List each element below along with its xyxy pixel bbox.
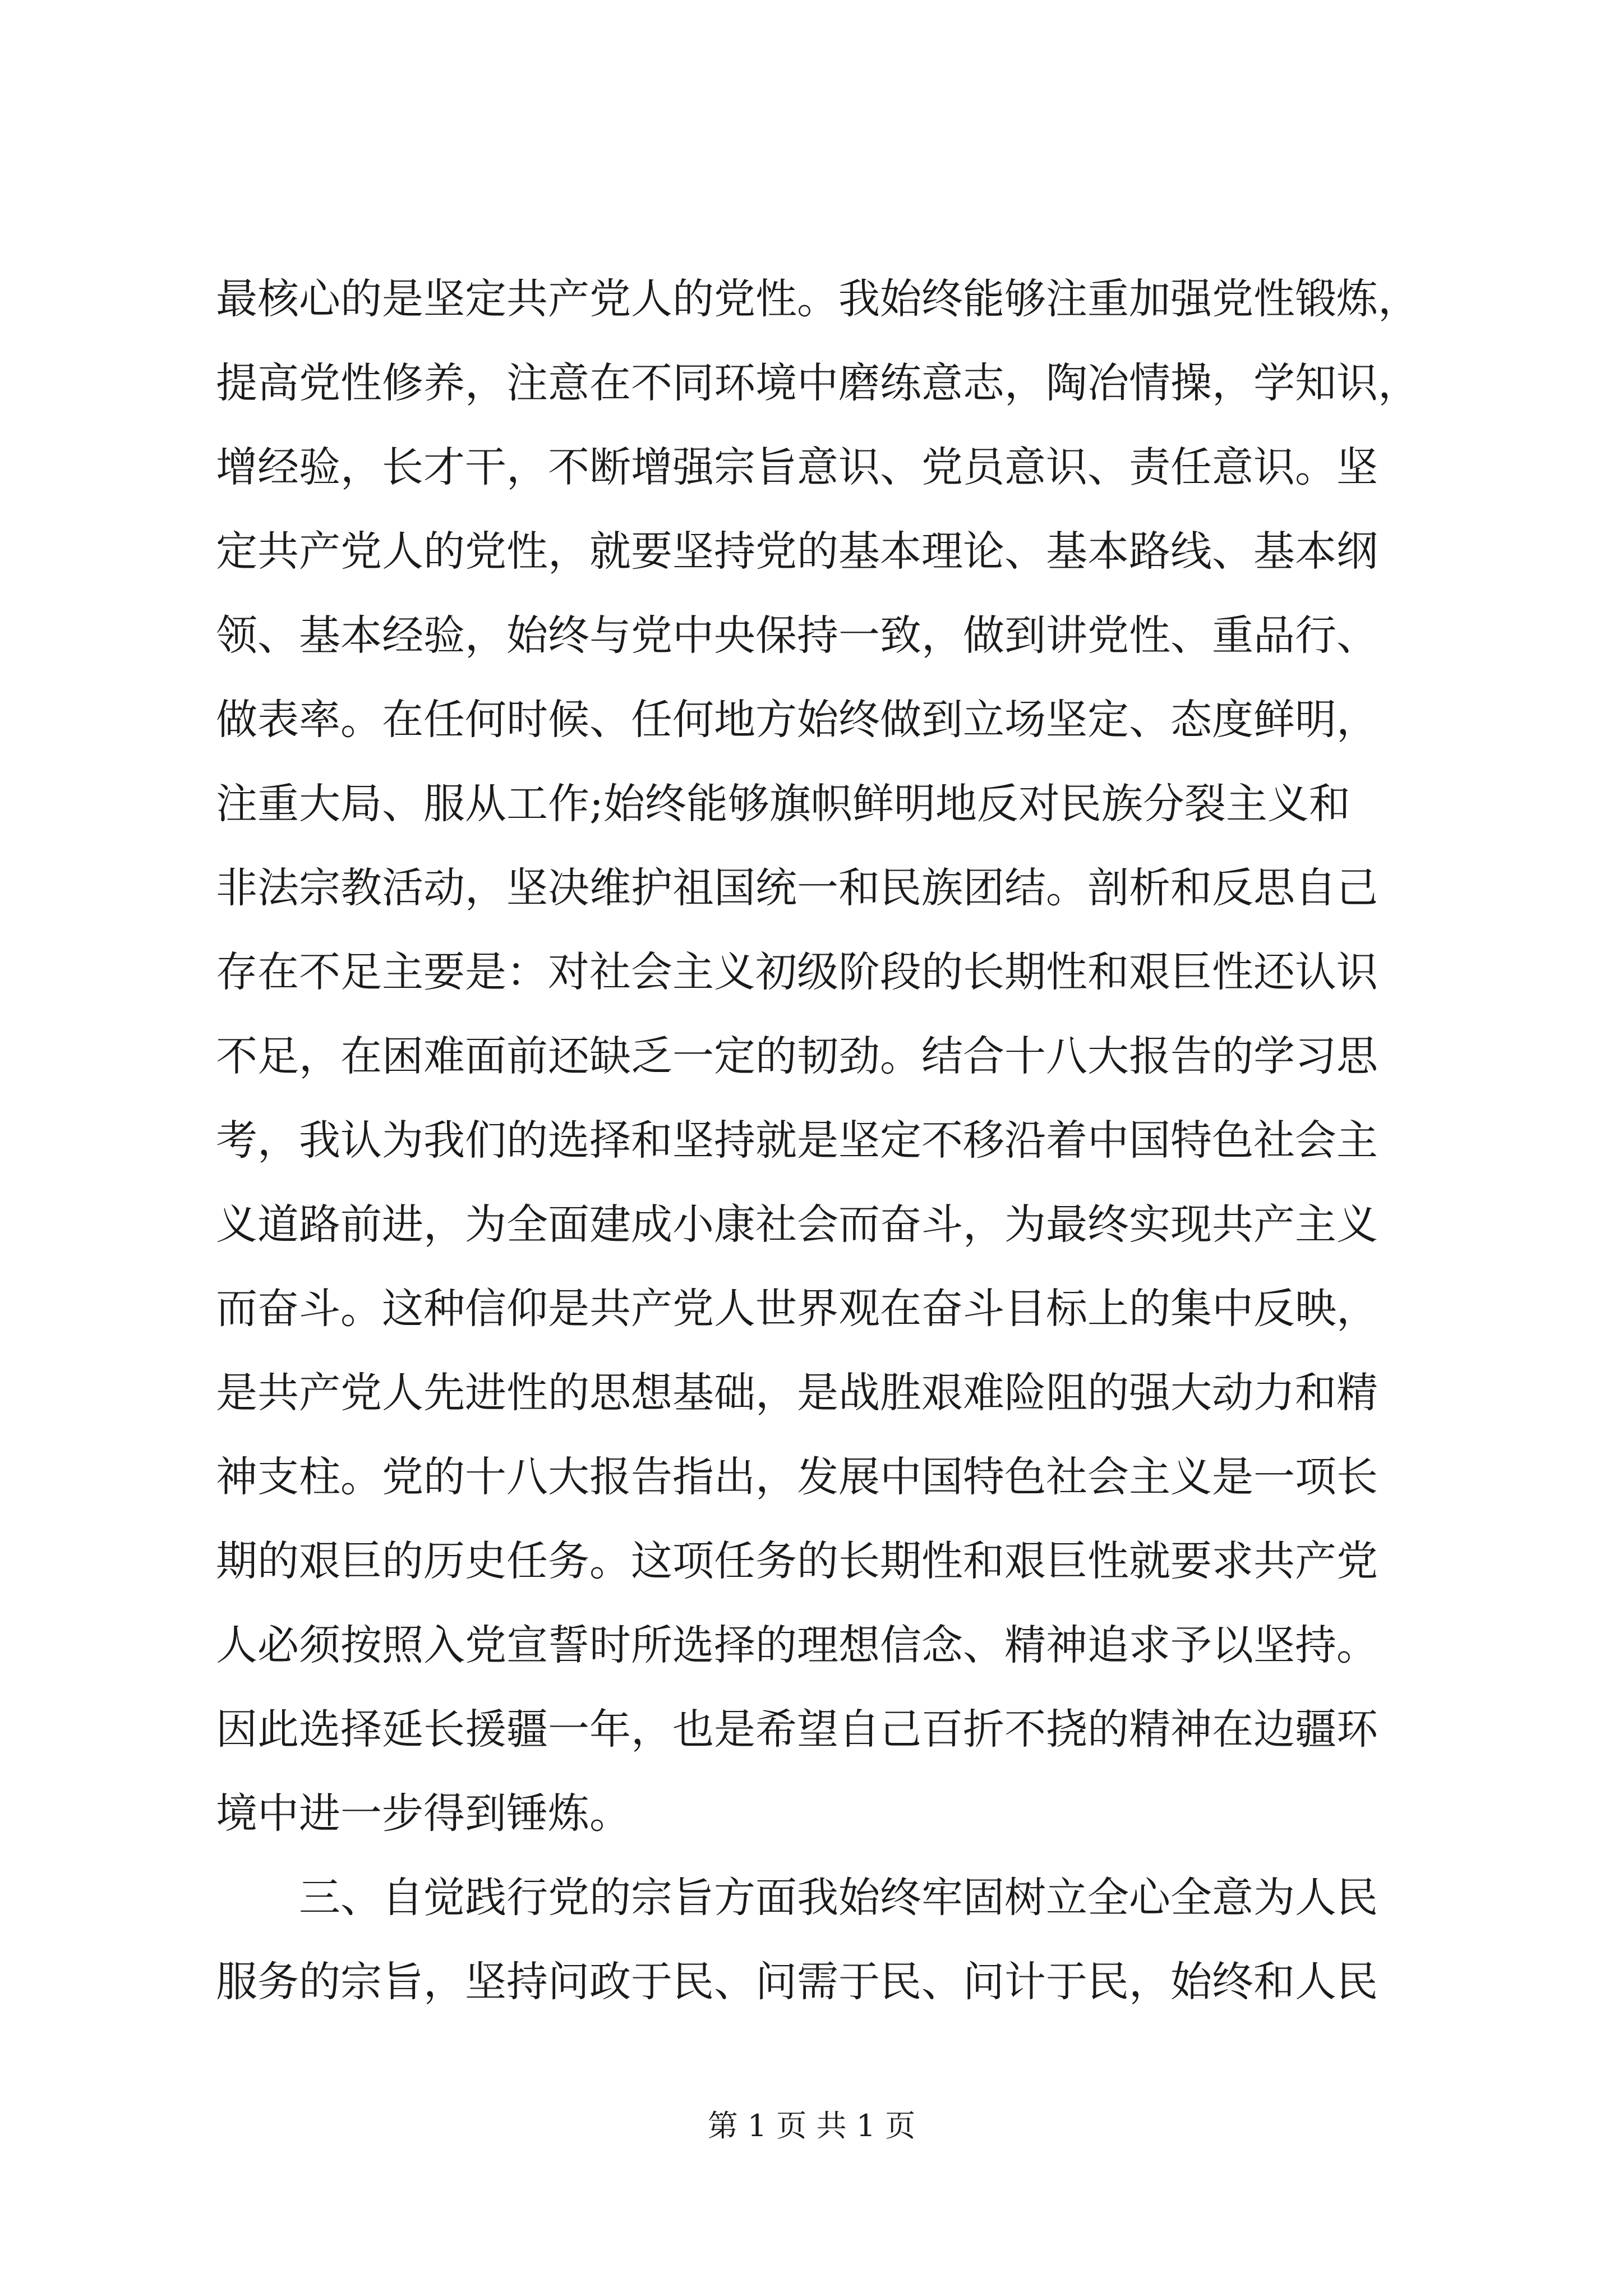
text-line: 提高党性修养，注意在不同环境中磨练意志，陶冶情操，学知识，	[216, 359, 1419, 407]
text-line-indented: 三、自觉践行党的宗旨方面我始终牢固树立全心全意为人民	[299, 1874, 1378, 1922]
text-line: 最核心的是坚定共产党人的党性。我始终能够注重加强党性锻炼，	[216, 275, 1419, 323]
page-footer	[0, 2106, 1623, 2146]
text-line: 存在不足主要是：对社会主义初级阶段的长期性和艰巨性还认识	[216, 948, 1378, 996]
text-line: 增经验，长才干，不断增强宗旨意识、党员意识、责任意识。坚	[216, 443, 1378, 491]
text-line: 服务的宗旨，坚持问政于民、问需于民、问计于民，始终和人民	[216, 1958, 1378, 2006]
text-line: 因此选择延长援疆一年，也是希望自己百折不挠的精神在边疆环	[216, 1705, 1378, 1754]
text-line: 不足，在困难面前还缺乏一定的韧劲。结合十八大报告的学习思	[216, 1032, 1378, 1080]
text-line: 而奋斗。这种信仰是共产党人世界观在奋斗目标上的集中反映，	[216, 1285, 1378, 1333]
text-line: 期的艰巨的历史任务。这项任务的长期性和艰巨性就要求共产党	[216, 1537, 1378, 1585]
page-number-label: 第 1 页 共 1 页	[707, 2108, 916, 2143]
text-line: 做表率。在任何时候、任何地方始终做到立场坚定、态度鲜明，	[216, 696, 1378, 744]
text-line: 境中进一步得到锤炼。	[216, 1789, 631, 1838]
text-line: 是共产党人先进性的思想基础，是战胜艰难险阻的强大动力和精	[216, 1369, 1378, 1417]
text-line: 考，我认为我们的选择和坚持就是坚定不移沿着中国特色社会主	[216, 1116, 1378, 1165]
text-line: 神支柱。党的十八大报告指出，发展中国特色社会主义是一项长	[216, 1453, 1378, 1501]
text-line: 义道路前进，为全面建成小康社会而奋斗，为最终实现共产主义	[216, 1200, 1378, 1249]
text-line: 定共产党人的党性，就要坚持党的基本理论、基本路线、基本纲	[216, 527, 1378, 576]
text-line: 领、基本经验，始终与党中央保持一致，做到讲党性、重品行、	[216, 611, 1378, 660]
text-line: 人必须按照入党宣誓时所选择的理想信念、精神追求予以坚持。	[216, 1621, 1378, 1669]
text-line: 注重大局、服从工作;始终能够旗帜鲜明地反对民族分裂主义和	[216, 780, 1350, 828]
text-line: 非法宗教活动，坚决维护祖国统一和民族团结。剖析和反思自己	[216, 864, 1378, 912]
body-text	[216, 257, 1422, 2024]
